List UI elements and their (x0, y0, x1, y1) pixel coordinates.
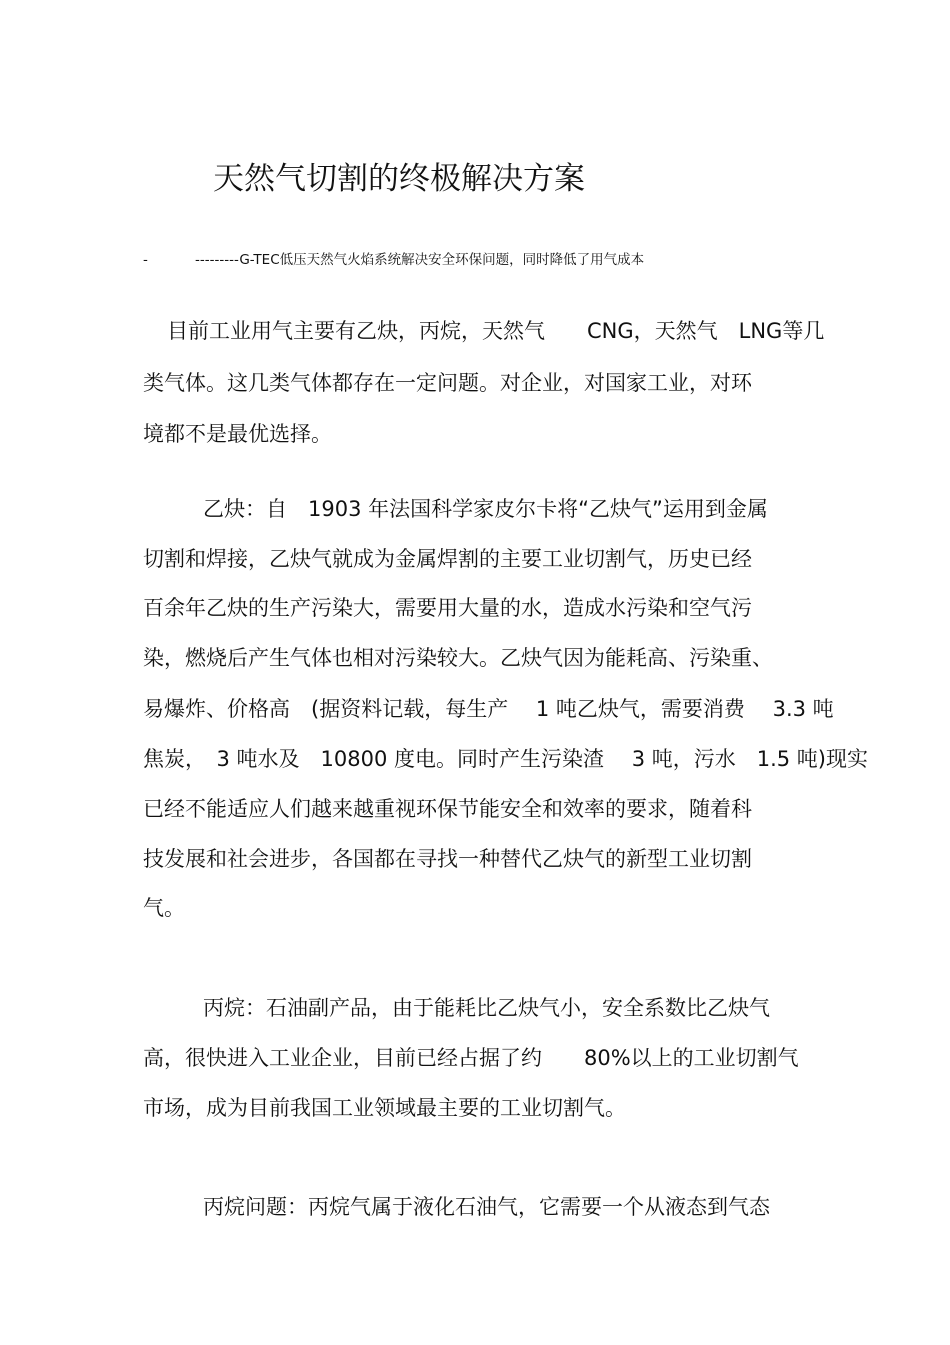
paragraph-line: 类气体。这几类气体都存在一定问题。对企业，对国家工业，对环 (143, 371, 752, 395)
paragraph-line: 境都不是最优选择。 (143, 422, 332, 446)
paragraph-line: 焦炭， 3 吨水及 10800 度电。同时产生污染渣 3 吨，污水 1.5 吨)现实 (143, 747, 868, 771)
paragraph-line: 高，很快进入工业企业，目前已经占据了约 80%以上的工业切割气 (143, 1046, 799, 1070)
paragraph-line: 染，燃烧后产生气体也相对污染较大。乙炔气因为能耗高、污染重、 (143, 646, 773, 670)
paragraph-line: 已经不能适应人们越来越重视环保节能安全和效率的要求，随着科 (143, 797, 752, 821)
paragraph-line: 市场，成为目前我国工业领域最主要的工业切割气。 (143, 1096, 626, 1120)
paragraph-line: 丙烷问题：丙烷气属于液化石油气，它需要一个从液态到气态 (203, 1195, 770, 1219)
subtitle-dash: - (143, 252, 148, 268)
paragraph-line: 易爆炸、价格高 (据资料记载，每生产 1 吨乙炔气，需要消费 3.3 吨 (143, 697, 834, 721)
paragraph-line: 丙烷：石油副产品，由于能耗比乙炔气小，安全系数比乙炔气 (203, 996, 770, 1020)
paragraph-line: 气。 (143, 896, 185, 920)
paragraph-line: 技发展和社会进步，各国都在寻找一种替代乙炔气的新型工业切割 (143, 847, 752, 871)
paragraph-line: 百余年乙炔的生产污染大，需要用大量的水，造成水污染和空气污 (143, 596, 752, 620)
paragraph-line: 目前工业用气主要有乙炔，丙烷，天然气 CNG，天然气 LNG等几 (167, 319, 825, 343)
document-subtitle (143, 248, 644, 268)
paragraph-line: 切割和焊接，乙炔气就成为金属焊割的主要工业切割气，历史已经 (143, 547, 752, 571)
document-title: 天然气切割的终极解决方案 (213, 161, 585, 197)
subtitle-text: ---------G-TEC低压天然气火焰系统解决安全环保问题，同时降低了用气成本 (195, 252, 645, 268)
paragraph-line: 乙炔：自 1903 年法国科学家皮尔卡将“乙炔气”运用到金属 (203, 497, 768, 521)
